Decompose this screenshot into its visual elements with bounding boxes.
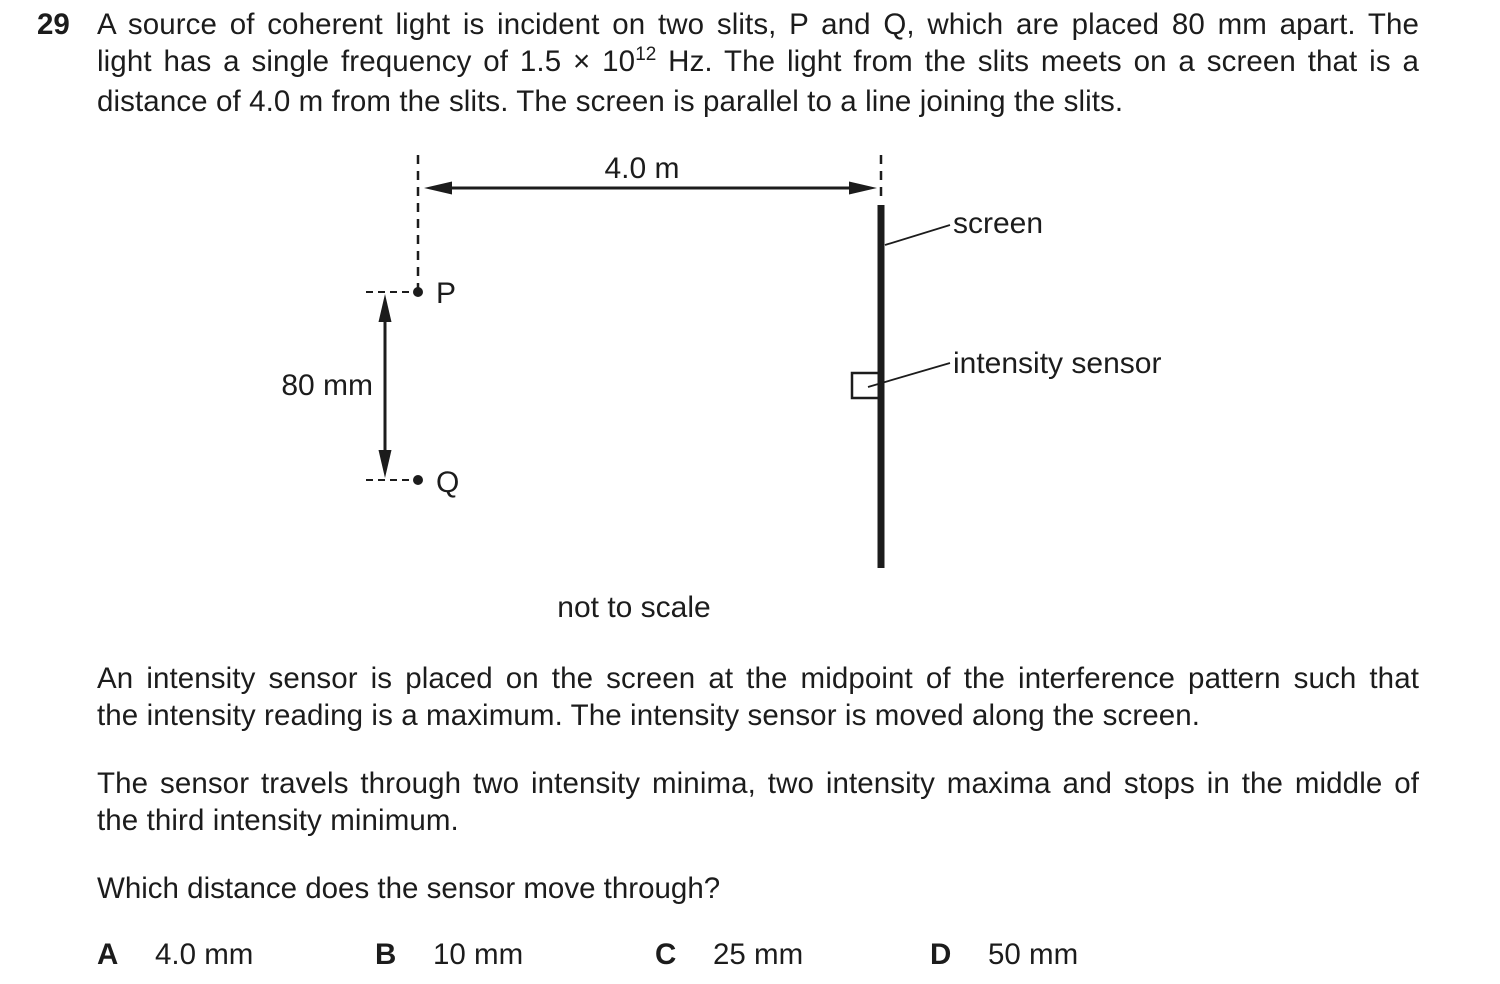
slit-p-label: P [436,277,457,310]
sensor-description-paragraph [97,661,1419,734]
intro-line-2-pre: light has a single frequency of 1.5 × 10 [97,44,636,78]
option-a-letter: A [97,938,119,971]
question-number: 29 [37,8,70,41]
option-d-value: 50 mm [988,938,1079,971]
option-a-value: 4.0 mm [155,938,254,971]
sensor-travel-paragraph [97,766,1419,839]
separation-arrowhead-bottom-icon [379,450,392,478]
sensor-label: intensity sensor [953,347,1162,380]
frequency-exponent: 12 [635,43,657,65]
option-a [97,937,253,974]
intro-line-3: distance of 4.0 m from the slits. The screen is parallel to a line joining the slits. [97,85,1124,118]
intro-line-2 [97,44,1419,85]
question-prompt: Which distance does the sensor move through? [97,872,721,905]
option-d-letter: D [930,938,952,971]
double-slit-diagram [0,140,1500,640]
distance-label: 4.0 m [604,152,680,185]
para2-line-2: the intensity reading is a maximum. The intensity sensor is moved along the screen. [97,698,1201,732]
slit-q-dot [413,475,423,485]
option-b [375,937,523,974]
option-c-value: 25 mm [713,938,804,971]
option-b-letter: B [375,938,397,971]
distance-arrowhead-right-icon [849,182,877,195]
slit-p-dot [413,287,423,297]
slit-separation-label: 80 mm [281,369,373,402]
option-d [930,937,1078,974]
screen-label: screen [953,207,1044,240]
option-b-value: 10 mm [433,938,524,971]
option-c-letter: C [655,938,677,971]
slit-q-label: Q [436,466,460,499]
intro-line-2-post: Hz. The light from the slits meets on a screen that is a [656,44,1419,78]
separation-arrowhead-top-icon [379,294,392,322]
para3-line-1: The sensor travels through two intensity minima, two intensity maxima and stops in the middle of [97,767,1419,800]
distance-arrowhead-left-icon [424,182,452,195]
option-c [655,937,803,974]
screen-pointer-line [885,225,950,245]
para3-line-2: the third intensity minimum. [97,803,459,837]
question-intro-paragraph [97,7,1419,121]
intro-line-1: A source of coherent light is incident on two slits, P and Q, which are placed 80 mm apart. The [97,8,1419,41]
para2-line-1: An intensity sensor is placed on the screen at the midpoint of the interference pattern such that [97,662,1419,695]
not-to-scale-note: not to scale [557,591,711,624]
